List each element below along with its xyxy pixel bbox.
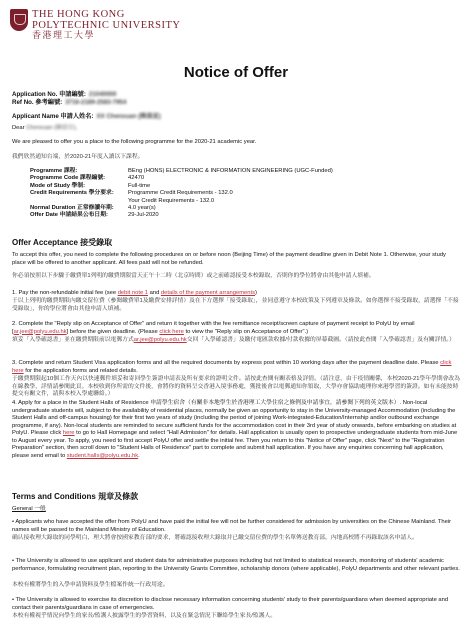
acceptance-heading: Offer Acceptance 接受錄取 bbox=[12, 238, 113, 247]
programme-value: 29-Jul-2020 bbox=[128, 212, 159, 219]
step-4-text-b: to go to Hall Homepage and select "Hall Admission" for details. Hall application is usually open to prospective undergraduate students from mid-June to August every year. To apply, you need to first accept PolyU offer and settle the initial fee. Then you return to this "Notice of Offer" page, click "Next" to the "Registration Preparation" section, then scroll down to "Student Halls of Residence" part to complete and submit hall application. If you have any enquiries concerning hall application, please send email to bbox=[12, 430, 458, 459]
logo-line1: THE HONG KONG bbox=[32, 9, 125, 20]
term-3-zh: 本校有權視乎情況向學生的家長/監護人披露學生的學習資料，以及在緊急情況下聯絡學生家長/監護人。 bbox=[12, 613, 277, 619]
reply-slip-link[interactable]: click here bbox=[159, 328, 184, 335]
programme-row bbox=[30, 175, 333, 182]
programme-key: Normal Duration 正常修讀年期: bbox=[30, 205, 114, 212]
intro-zh: 我們欣然通知台端，於2020-21年度入讀以下課程。 bbox=[12, 154, 144, 160]
university-crest-icon bbox=[10, 9, 28, 31]
university-name bbox=[32, 9, 180, 40]
payment-arrangements-link[interactable]: details of the payment arrangements bbox=[160, 290, 256, 296]
programme-row bbox=[30, 212, 333, 219]
term-1-en: • Applicants who have accepted the offer from PolyU and have paid the initial fee will not be further considered for admission by universities on the Chinese Mainland. Their names will be passed to the Mainland Ministry of Education. bbox=[12, 519, 452, 533]
terms-general-label: General 一般 bbox=[12, 506, 46, 512]
terms-general bbox=[12, 506, 460, 514]
step-2-text-b: ] before the given deadline. (Please bbox=[66, 328, 160, 335]
salutation-name: Chenxuan (陳晨宣), bbox=[26, 125, 78, 131]
term-1-zh: 确认接收理大錄取的同學明白，理大將會按國家教育部的要求，將確認接收理大錄取并已繳交留位費的學生名單傳送教育部，內地高校將不再錄取該名申請人。 bbox=[12, 535, 418, 541]
acceptance-intro-en: To accept this offer, you need to complete the following procedures on or before noon (Beijing Time) of the payment deadline given in Debit Note 1. Otherwise, your study place will be offered to another applicant. All fees paid will not be refunded. bbox=[12, 252, 446, 266]
applicant-name bbox=[12, 111, 161, 120]
term-2-zh: 本校有權將學生的入學申請資料及學生檔案作統一行政用途。 bbox=[12, 582, 169, 588]
hall-homepage-link[interactable]: here bbox=[62, 430, 75, 437]
programme-value: 4.0 year(s) bbox=[128, 205, 156, 212]
logo-line3: 香港理工大學 bbox=[32, 30, 96, 41]
term-3-en: • The University is allowed to exercise its discretion to disclose necessary information concerning students' study to their parents/guardians when deemed appropriate and contact their parents/guardians in case of emergencies. bbox=[12, 597, 449, 611]
step-2-text-a: 2. Complete the "Reply slip on Acceptance of Offer" and return it together with the fee remittance receipt/screen capture of payment receipt to PolyU by email [ bbox=[12, 321, 415, 335]
page-title: Notice of Offer bbox=[183, 64, 289, 81]
step-3-text-a: 3. Complete and return Student Visa application forms and all the required documents by express post within 10 working days after the payment deadline date. Please bbox=[12, 360, 441, 366]
step-2-text-c: to view the "Reply slip on Acceptance of Offer".) bbox=[183, 328, 309, 335]
salutation bbox=[12, 125, 460, 133]
programme-key: Offer Date 申請結果公布日期: bbox=[30, 212, 108, 219]
application-number-value: 21040000 bbox=[88, 91, 117, 98]
step-1-zh: 于以上列明的繳費期限內繳交留位費（參閱繳費單1及繳費安排詳情）及在下方選擇「接受錄取」，並同意遵守本校政策及下列遵章及條款。如你選擇不接受錄取，請選擇「不接受錄取」，你的學位將會由其他申請人填補。 bbox=[12, 298, 459, 312]
step-3-en bbox=[12, 360, 460, 375]
acceptance-intro-zh: 你必須按照以下步驟于繳費單1列明的繳費期限當天正午十二時（北京時間）或之前確認接受本校錄取，否則你的學位將會由其他申請人填補。 bbox=[12, 273, 375, 279]
step-1-text-c: ) bbox=[255, 290, 257, 296]
halls-email-link[interactable]: student.halls@polyu.edu.hk bbox=[66, 452, 139, 459]
reference-number-label: Ref No. 參考編號: bbox=[12, 99, 63, 106]
university-logo bbox=[10, 9, 180, 40]
applicant-name-label: Applicant Name 申請人姓名: bbox=[12, 113, 94, 120]
salutation-dear: Dear bbox=[12, 125, 25, 131]
acceptance-email-zh-link[interactable]: ar.jee@polyu.edu.hk bbox=[133, 337, 187, 343]
programme-key: Programme Code 課程編號: bbox=[30, 175, 106, 182]
programme-row bbox=[30, 198, 333, 205]
step-4-text-a: 4. Apply for a place in the Student Halls of Residence 申請學生宿舍（有關非本地學生於香港理工大學住宿之條例及申請事宜，請參閱下列的英文版本）. Non-local undergraduate students will, subject to the availability of residential places, normally be given an opportunity to stay in the University-managed Accommodation (including the Student Halls and off-campus housing) for their first two years of study (including the period of joining Work-integrated-Education/Internship and/or outbound exchange programme, if any). Non-local students are reminded to secure sufficient funds for the accommodation cost in their 3rd year of study onwards, before embarking on studies at PolyU. Please click bbox=[12, 400, 457, 437]
intro-en: We are pleased to offer you a place to the following programme for the 2020-21 academic year. bbox=[12, 139, 257, 145]
step-2-zh bbox=[12, 337, 460, 345]
step-1-text-a: 1. Pay the non-refundable initial fee (see bbox=[12, 290, 118, 296]
programme-key: Programme 課程: bbox=[30, 168, 78, 174]
step-1-en bbox=[12, 290, 460, 298]
reference-number-value: 3716-2189-2583-7954 bbox=[65, 99, 127, 106]
acceptance-email-link[interactable]: ar.jee@polyu.edu.hk bbox=[13, 328, 67, 335]
programme-value: Full-time bbox=[128, 182, 151, 189]
programme-key: Mode of Study 學制: bbox=[30, 182, 86, 189]
step-2-zh-a: 填妥「入學確認書」並在繳費期限前以電郵方式 bbox=[12, 337, 134, 343]
programme-value: 42470 bbox=[128, 175, 145, 182]
step-2-zh-b: 交回「入學確認書」及繳付電匯款收據/付款收據的屏幕截圖。（請按此查閱「入學確認書」及有關詳情。） bbox=[186, 337, 455, 343]
visa-forms-link[interactable]: click here bbox=[12, 360, 452, 374]
step-2-en bbox=[12, 321, 460, 336]
programme-value: Your Credit Requirements - 132.0 bbox=[128, 197, 215, 204]
application-number-label: Application No. 申請編號: bbox=[12, 91, 86, 98]
term-2-en: • The University is allowed to use applicant and student data for administrative purposes including but not limited to statistical research, monitoring of students' academic performance, formulating recruitment plan, reporting to the University Grants Committee, scholarship donors (where applicable), PolyU departments and other relevant parties. bbox=[12, 558, 460, 572]
reference-number bbox=[12, 97, 126, 106]
programme-details bbox=[30, 168, 333, 220]
step-3-zh: 于繳費期限起10個工作天內以快速郵件填妥和寄回學生簽證申請表及所有要求的證明文件。請按此查閱有關表格及詳情。（請注意，由于疫情關係，本校2020-21學年學期會改為在線教學，詳情請參閱此頁。本校收到你所需的文件後，會將你的資料呈交香港入境事務處，獲批後會以電郵通知你領取，大學亦會協助處理你來港學習的簽證。如有未能按時提交有關文件，請與本校入學處聯絡。） bbox=[12, 376, 460, 398]
step-1-text-b: and bbox=[148, 290, 161, 296]
terms-heading: Terms and Conditions 規章及條款 bbox=[12, 492, 139, 501]
step-3-text-b: for the application forms and related details. bbox=[23, 367, 138, 374]
programme-key: Credit Requirements 學分要求: bbox=[30, 190, 114, 197]
debit-note-link[interactable]: debit note 1 bbox=[117, 290, 149, 296]
programme-value: Programme Credit Requirements - 132.0 bbox=[128, 190, 233, 197]
step-4-text-c: . bbox=[138, 452, 140, 459]
logo-line2: POLYTECHNIC UNIVERSITY bbox=[32, 20, 181, 32]
step-4-en bbox=[12, 400, 460, 460]
programme-value: BEng (HONS) ELECTRONIC & INFORMATION ENGINEERING (UGC-Funded) bbox=[128, 168, 333, 174]
programme-row bbox=[30, 190, 333, 197]
applicant-name-value: XX Chenxuan (陳晨宣) bbox=[96, 113, 161, 120]
